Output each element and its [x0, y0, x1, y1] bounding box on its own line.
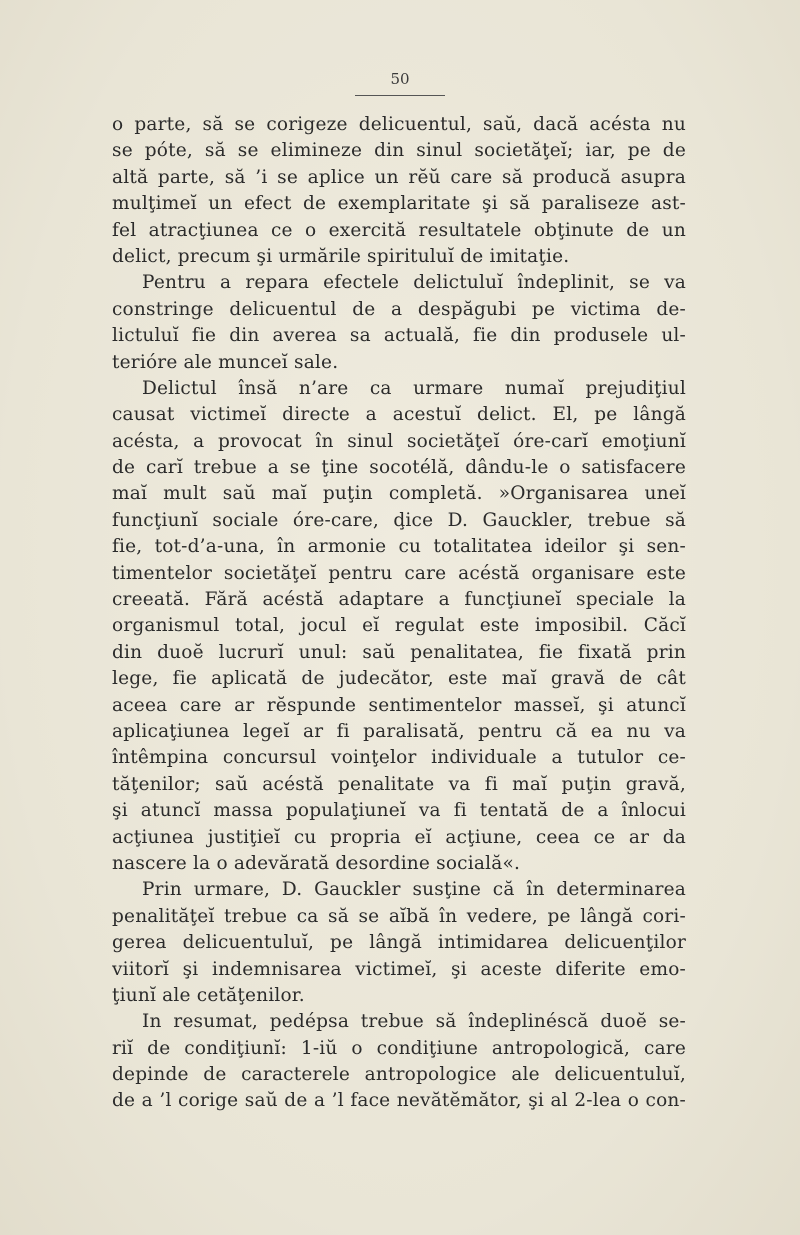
text-line: funcţiunĭ sociale óre-care, ḑice D. Gauckler, trebue să [112, 509, 686, 531]
text-line: ţiunĭ ale cetăţenilor. [112, 984, 305, 1006]
text-line: acţiunea justiţieĭ cu propria eĭ acţiune, ceea ce ar da [112, 826, 686, 848]
text-line: fel atracţiunea ce o exercită resultatele obţinute de un [112, 219, 686, 241]
text-line: altă parte, să ’i se aplice un rĕŭ care să producă asupra [112, 166, 686, 188]
text-line: tăţenilor; saŭ acéstă penalitate va fi maĭ puţin gravă, [112, 773, 686, 795]
text-line: teriόre ale munceĭ sale. [112, 351, 339, 373]
text-line: Pentru a repara efectele delictuluĭ îndeplinit, se va [142, 272, 686, 294]
body-text [112, 112, 686, 1115]
text-line: Prin urmare, D. Gauckler susţine că în determinarea [142, 879, 686, 901]
text-line: lege, fie aplicată de judecător, este maĭ gravă de cât [112, 668, 686, 690]
text-line: din duoĕ lucrurĭ unul: saŭ penalitatea, fie fixată prin [112, 641, 686, 663]
text-line: aceea care ar rĕspunde sentimentelor masseĭ, şi atuncĭ [112, 694, 686, 716]
text-line: se póte, să se elimineze din sinul societăţeĭ; iar, pe de [112, 140, 686, 162]
text-line: penalităţeĭ trebue ca să se aĭbă în vedere, pe lângă cori- [112, 905, 686, 927]
text-line: de a ’l corige saŭ de a ’l face nevătĕmător, şi al 2-lea o con- [112, 1090, 686, 1112]
text-line: acésta, a provocat în sinul societăţeĭ óre-carĭ emoţiunĭ [112, 430, 686, 452]
text-line: Delictul însă n’are ca urmare numaĭ prejudiţiul [142, 377, 686, 399]
text-line: timentelor societăţeĭ pentru care acéstă organisare este [112, 562, 686, 584]
text-line: organismul total, jocul eĭ regulat este imposibil. Căcĭ [112, 615, 686, 637]
text-line: causat victimeĭ directe a acestuĭ delict. El, pe lângă [112, 404, 686, 426]
text-line: depinde de caracterele antropologice ale delicuentuluĭ, [112, 1064, 686, 1086]
text-line: gerea delicuentuluĭ, pe lângă intimidarea delicuenţilor [112, 932, 686, 954]
text-line: mulţimeĭ un efect de exemplaritate şi să paraliseze ast- [112, 193, 686, 215]
text-line: creeată. Fără acéstă adaptare a funcţiuneĭ speciale la [112, 589, 686, 611]
text-line: delict, precum şi urmările spirituluĭ de imitaţie. [112, 245, 570, 267]
text-line: nascere la o adevărată desordine socială«. [112, 852, 521, 874]
text-line: lictuluĭ fie din averea sa actuală, fie din produsele ul- [112, 325, 686, 347]
text-line: riĭ de condiţiunĭ: 1-iŭ o condiţiune antropologică, care [112, 1037, 686, 1059]
page-number: 50 [390, 70, 410, 88]
text-line: întêmpina concursul voinţelor individuale a tutulor ce- [112, 747, 686, 769]
text-line: viitorĭ şi indemnisarea victimeĭ, şi aceste diferite emo- [112, 958, 686, 980]
header-rule [355, 95, 445, 96]
text-line: şi atuncĭ massa populaţiuneĭ va fi tentată de a înlocui [112, 800, 686, 822]
text-line: In resumat, pedépsa trebue să îndeplinéscă duoĕ se- [142, 1011, 686, 1033]
text-line: o parte, să se corigeze delicuentul, saŭ, dacă acésta nu [112, 114, 686, 135]
text-line: aplicaţiunea legeĭ ar fi paralisată, pentru că ea nu va [112, 720, 686, 742]
text-line: maĭ mult saŭ maĭ puţin completă. »Organisarea uneĭ [112, 483, 686, 505]
text-line: de carĭ trebue a se ţine socotélă, dându-le o satisfacere [112, 457, 686, 479]
text-line: fie, tot-d’a-una, în armonie cu totalitatea ideilor şi sen- [112, 536, 686, 558]
text-line: constringe delicuentul de a despăgubi pe victima de- [112, 298, 686, 320]
